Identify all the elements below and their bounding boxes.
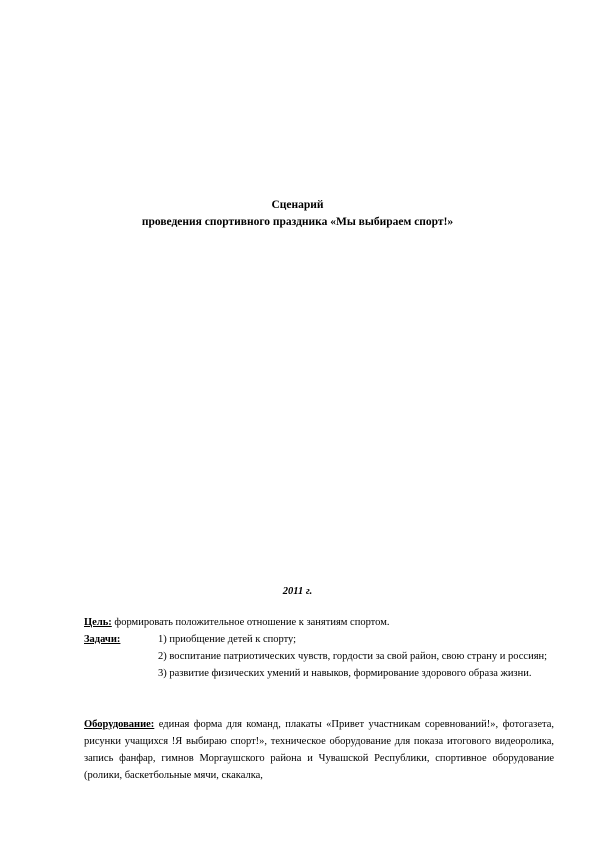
task-item-3: 3) развитие физических умений и навыков, формирование здорового образа жизни.: [158, 668, 532, 679]
goal-paragraph: [84, 616, 554, 630]
goal-text: формировать положительное отношение к занятиям спортом.: [111, 617, 390, 628]
title-line-2: проведения спортивного праздника «Мы выбираем спорт!»: [141, 216, 454, 228]
task-item-2: 2) воспитание патриотических чувств, гордости за свой район, свою страну и россиян;: [158, 651, 548, 662]
document-year: 2011 г.: [282, 586, 313, 597]
equipment-text: единая форма для команд, плакаты «Привет участникам соревнований!», фотогазета, рисунки учащихся !Я выбираю спорт!», техническое оборудование для показа итогового видеоролика, запись фанфар, гимнов Моргаушского района и Чувашской Республики, спортивное оборудование (ролики, баскетбольные мячи, скакалка,: [84, 719, 554, 781]
equipment-label: Оборудование:: [84, 719, 155, 730]
goal-label: Цель:: [84, 617, 112, 628]
tasks-label: Задачи:: [84, 634, 121, 645]
title-line-1: Сценарий: [271, 199, 324, 211]
document-title: [0, 197, 595, 231]
equipment-paragraph: [84, 716, 554, 784]
task-item-1: 1) приобщение детей к спорту;: [158, 634, 297, 645]
tasks-list: [158, 632, 548, 683]
